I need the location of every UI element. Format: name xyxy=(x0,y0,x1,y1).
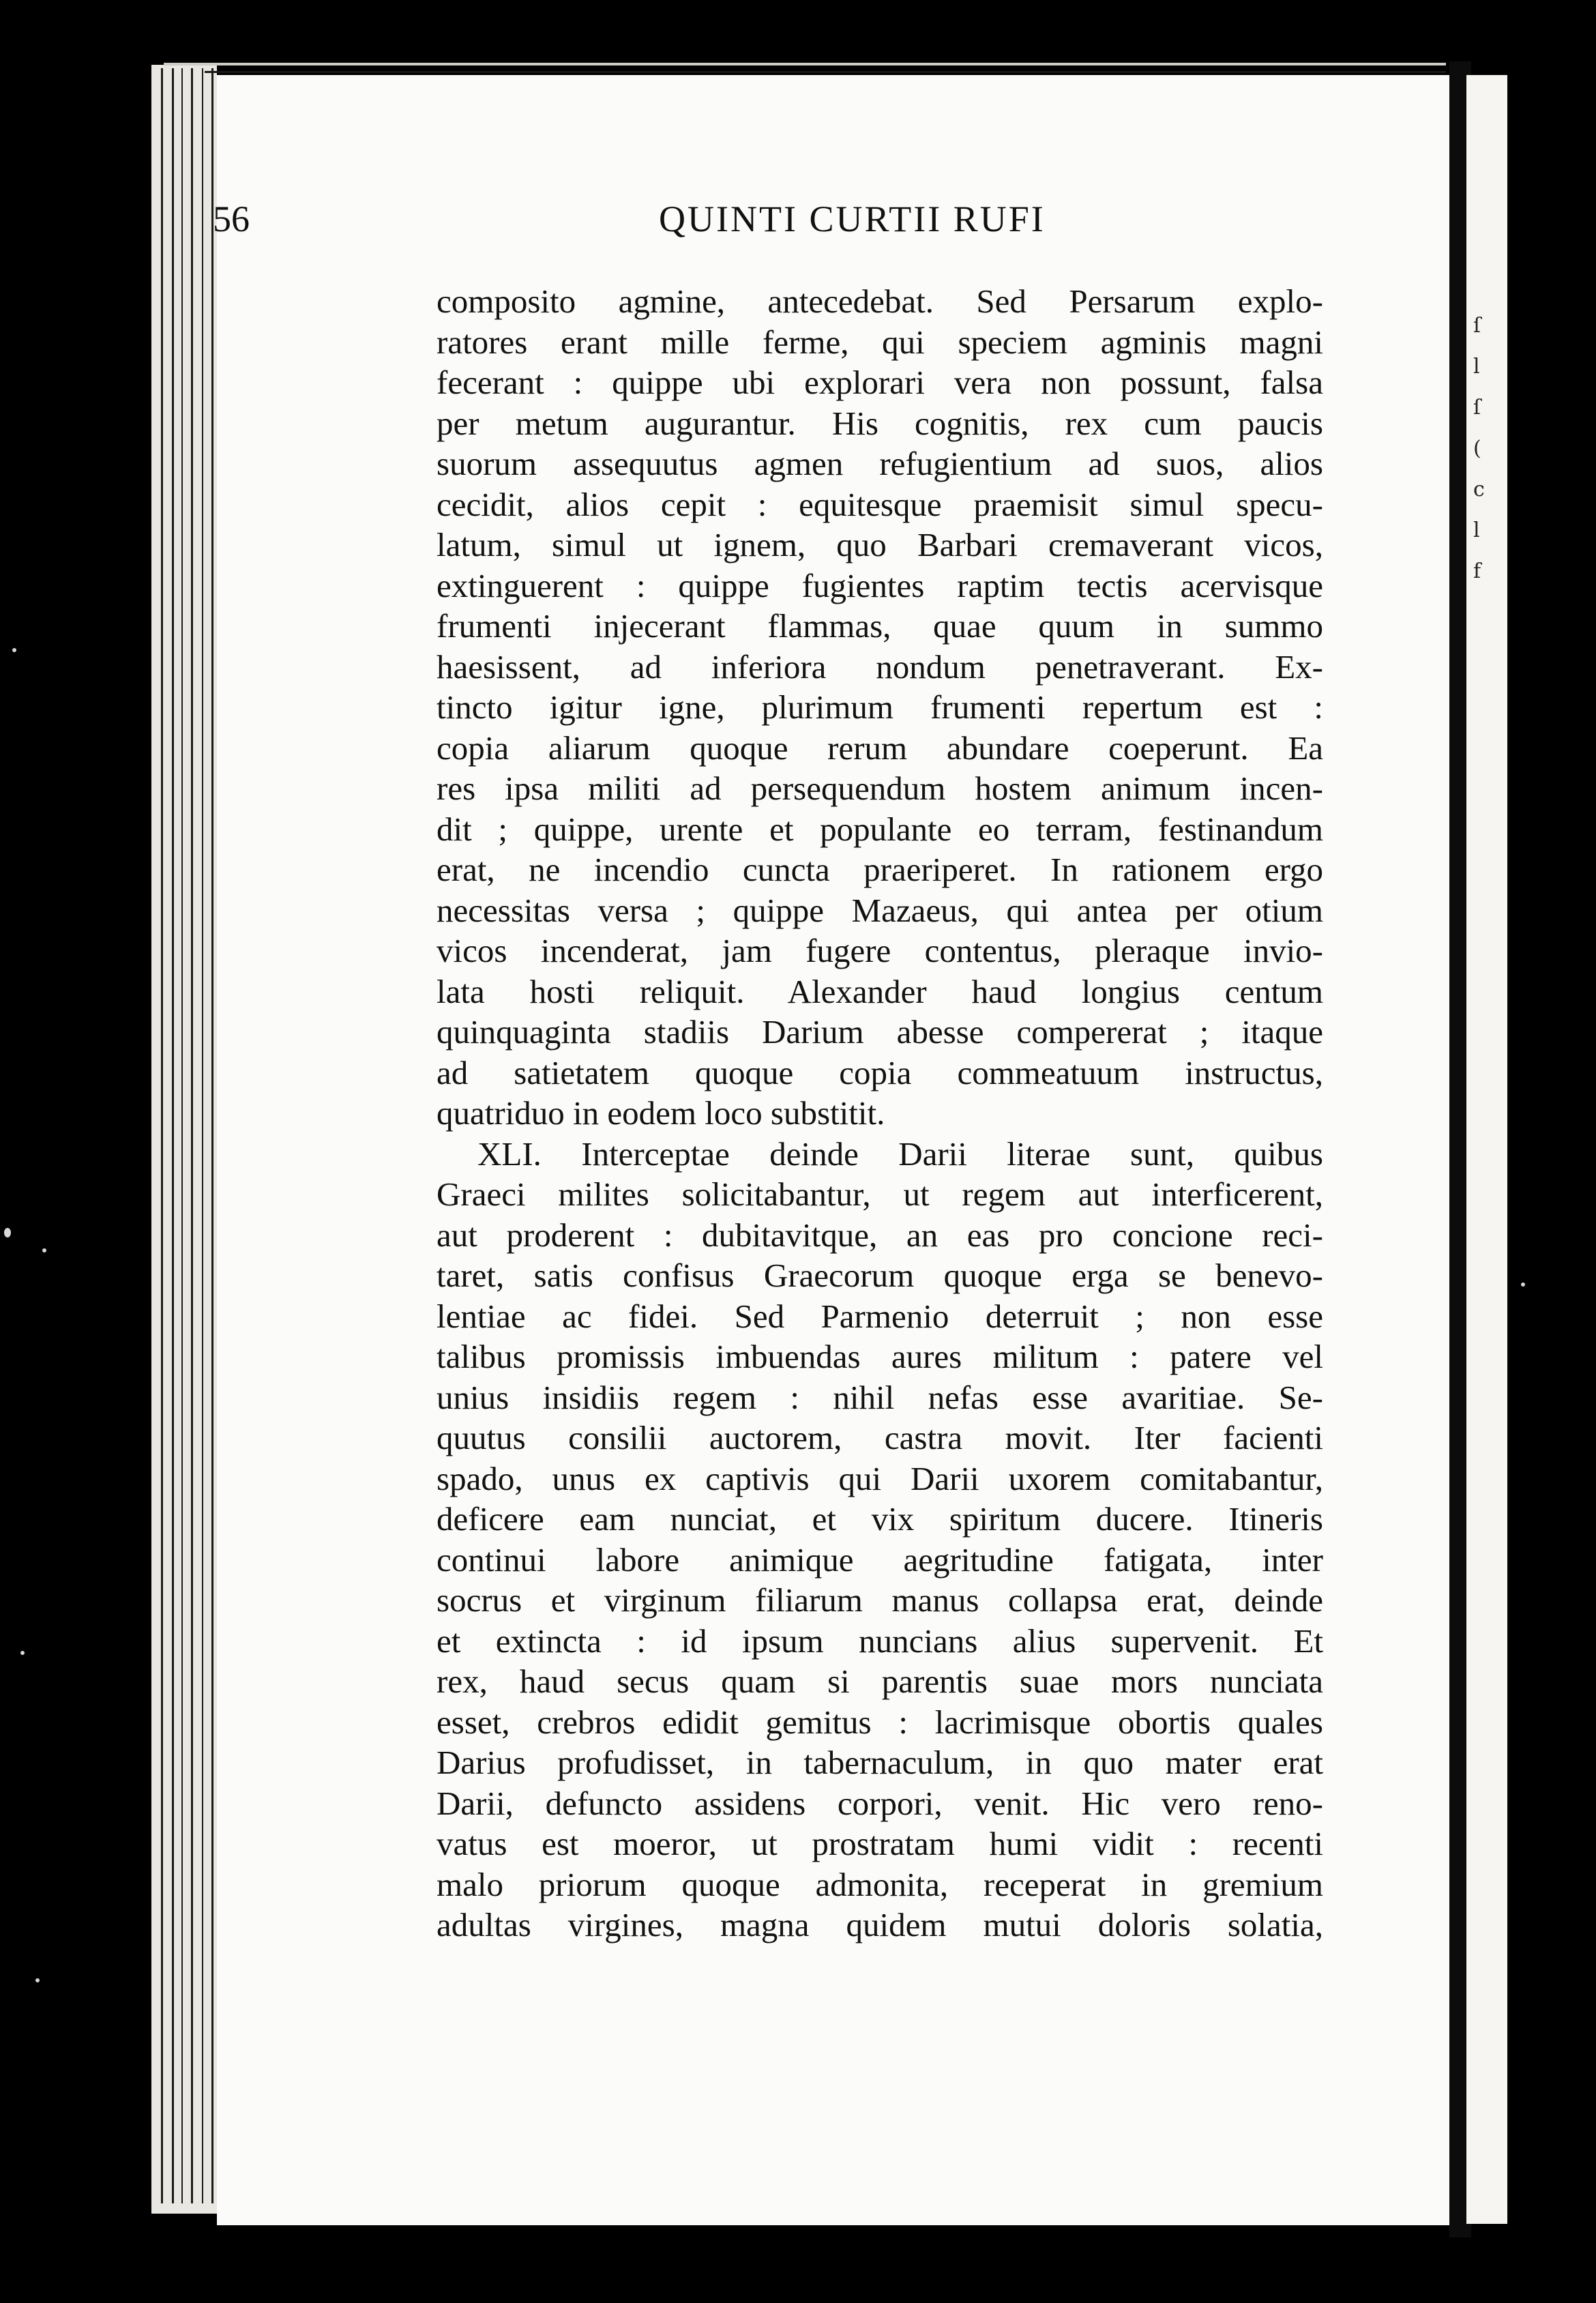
text-line: extinguerent : quippe fugientes raptim tectis acervisque xyxy=(437,566,1323,604)
scan-speck xyxy=(42,1248,46,1252)
text-line: lentiae ac fidei. Sed Parmenio deterruit ; non esse xyxy=(437,1297,1323,1335)
text-line: haesissent, ad inferiora nondum penetraverant. Ex- xyxy=(437,647,1323,686)
text-line: suorum assequutus agmen refugientium ad suos, alios xyxy=(437,445,1323,482)
page-edge-line xyxy=(211,68,213,2203)
text-line: deficere eam nunciat, et vix spiritum ducere. Itineris xyxy=(437,1500,1323,1538)
scan-speck xyxy=(20,1651,25,1655)
text-line: vicos incenderat, jam fugere contentus, pleraque invio- xyxy=(437,932,1323,969)
text-line: Darii, defuncto assidens corpori, venit. Hic vero reno- xyxy=(437,1784,1323,1822)
text-line: aut proderent : dubitavitque, an eas pro concione reci- xyxy=(437,1216,1323,1254)
top-edge-line xyxy=(205,71,1446,73)
text-line: Darius profudisset, in tabernaculum, in quo mater erat xyxy=(437,1744,1323,1781)
text-line: quutus consilii auctorem, castra movit. Iter facienti xyxy=(437,1419,1323,1456)
facing-page-glyph: ſ xyxy=(1473,396,1481,420)
text-line: res ipsa militi ad persequendum hostem animum incen- xyxy=(437,769,1323,807)
facing-page-glyph: l xyxy=(1473,518,1480,542)
facing-page-glyph: l xyxy=(1473,355,1480,379)
section-heading-line: XLI. Interceptae deinde Darii literae sunt, quibus xyxy=(477,1134,1323,1173)
scan-speck xyxy=(4,1228,11,1237)
text-line: malo priorum quoque admonita, receperat in gremium xyxy=(437,1865,1323,1903)
scan-speck xyxy=(12,648,16,652)
text-line: Graeci milites solicitabantur, ut regem aut interficerent, xyxy=(437,1175,1323,1213)
text-line: erat, ne incendio cuncta praeriperet. In rationem ergo xyxy=(437,851,1323,888)
text-line: per metum augurantur. His cognitis, rex cum paucis xyxy=(437,404,1323,442)
text-line: spado, unus ex captivis qui Darii uxorem comitabantur, xyxy=(437,1459,1323,1497)
running-head: QUINTI CURTII RUFI xyxy=(659,199,1046,239)
text-line: adultas virgines, magna quidem mutui doloris solatia, xyxy=(437,1906,1323,1943)
text-line: tincto igitur igne, plurimum frumenti repertum est : xyxy=(437,688,1323,726)
text-line: continui labore animique aegritudine fatigata, inter xyxy=(437,1540,1323,1579)
text-line: copia aliarum quoque rerum abundare coeperunt. Ea xyxy=(437,729,1323,767)
page-edge-line xyxy=(161,68,163,2203)
page-edge-line xyxy=(202,68,203,2203)
text-line: dit ; quippe, urente et populante eo terram, festinandum xyxy=(437,810,1323,848)
text-line: latum, simul ut ignem, quo Barbari cremaverant vicos, xyxy=(437,526,1323,563)
text-line: cecidit, alios cepit : equitesque praemisit simul specu- xyxy=(437,485,1323,523)
text-line: esset, crebros edidit gemitus : lacrimisque obortis quales xyxy=(437,1703,1323,1741)
page-number: 56 xyxy=(213,199,250,239)
scan-speck xyxy=(1521,1282,1525,1287)
text-line: unius insidiis regem : nihil nefas esse avaritiae. Se- xyxy=(437,1378,1323,1416)
text-line: ad satietatem quoque copia commeatuum instructus, xyxy=(437,1053,1323,1091)
text-line: et extincta : id ipsum nuncians alius supervenit. Et xyxy=(437,1622,1323,1660)
facing-page-glyph: ſ xyxy=(1473,314,1481,338)
facing-page-glyph: ( xyxy=(1473,437,1481,460)
text-line: lata hosti reliquit. Alexander haud longius centum xyxy=(437,972,1323,1010)
text-line: fecerant : quippe ubi explorari vera non possunt, falsa xyxy=(437,364,1323,401)
text-line: vatus est moeror, ut prostratam humi vidit : recenti xyxy=(437,1825,1323,1862)
facing-page-sliver xyxy=(1466,75,1507,2224)
text-line: quatriduo in eodem loco substitit. xyxy=(437,1094,885,1132)
text-line: socrus et virginum filiarum manus collapsa erat, deinde xyxy=(437,1581,1323,1619)
top-edge-line xyxy=(164,63,1446,65)
text-line: ratores erant mille ferme, qui speciem agminis magni xyxy=(437,323,1323,361)
text-line: composito agmine, antecedebat. Sed Persarum explo- xyxy=(437,282,1323,320)
text-line: frumenti injecerant flammas, quae quum in summo xyxy=(437,607,1323,645)
page-edge-line xyxy=(191,68,193,2203)
facing-page-glyph: f xyxy=(1473,559,1481,583)
page-edge-line xyxy=(172,68,174,2203)
body-text xyxy=(437,281,1323,1946)
text-line: rex, haud secus quam si parentis suae mors nunciata xyxy=(437,1662,1323,1700)
text-line: necessitas versa ; quippe Mazaeus, qui antea per otium xyxy=(437,891,1323,929)
text-line: taret, satis confisus Graecorum quoque erga se benevo- xyxy=(437,1257,1323,1294)
facing-page-glyph: c xyxy=(1473,478,1485,501)
scan-speck xyxy=(35,1978,40,1982)
page-edge-line xyxy=(181,68,183,2203)
text-line: talibus promissis imbuendas aures militum : patere vel xyxy=(437,1338,1323,1375)
text-line: quinquaginta stadiis Darium abesse compererat ; itaque xyxy=(437,1013,1323,1051)
